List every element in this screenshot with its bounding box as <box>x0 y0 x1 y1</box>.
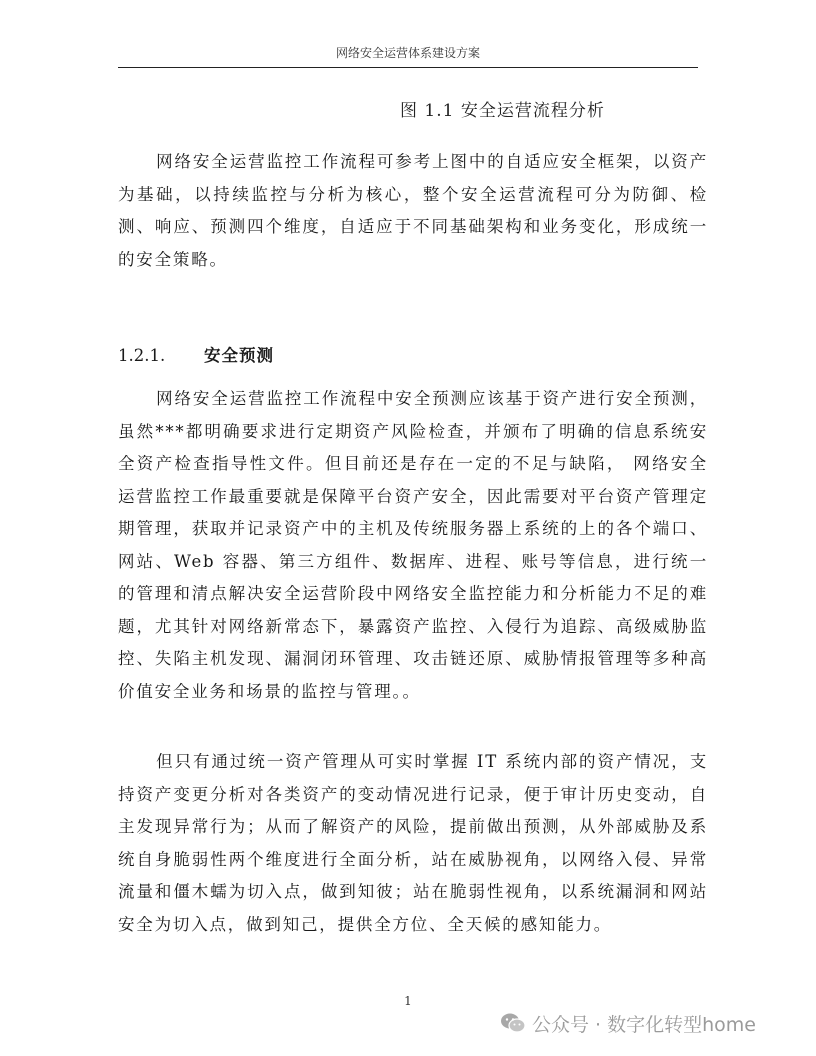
paragraph-adaptive-framework <box>118 146 708 276</box>
paragraph-security-prediction <box>118 383 708 708</box>
section-heading <box>118 342 274 366</box>
paragraph-text: 网络安全运营监控工作流程可参考上图中的自适应安全框架，以资产为基础，以持续监控与分析为核心，整个安全运营流程可分为防御、检测、响应、预测四个维度，自适应于不同基础架构和业务变化，形成统一的安全策略。 <box>118 152 708 269</box>
paragraph-text: 网络安全运营监控工作流程中安全预测应该基于资产进行安全预测，虽然***都明确要求进行定期资产风险检查，并颁布了明确的信息系统安全资产检查指导性文件。但目前还是存在一定的不足与缺陷， 网络安全运营监控工作最重要就是保障平台资产安全，因此需要对平台资产管理定期管理，获取并记录资产中的主机及传统服务器上系统的上的各个端口、网站、Web 容器、第三方组件、数据库、进程、账号等信息，进行统一的管理和清点解决安全运营阶段中网络安全监控能力和分析能力不足的难题，尤其针对网络新常态下，暴露资产监控、入侵行为追踪、高级威胁监控、失陷主机发现、漏洞闭环管理、攻击链还原、威胁情报管理等多种高价值安全业务和场景的监控与管理。。 <box>118 389 708 701</box>
watermark-text: 公众号 · 数字化转型home <box>532 1013 756 1036</box>
section-title: 安全预测 <box>204 346 274 365</box>
page-number: 1 <box>404 994 412 1008</box>
paragraph-asset-management <box>118 746 708 941</box>
watermark <box>500 1008 756 1038</box>
figure-caption: 图 1.1 安全运营流程分析 <box>400 101 605 121</box>
section-number: 1.2.1. <box>118 346 166 365</box>
page-header <box>118 44 698 68</box>
wechat-icon <box>500 1012 526 1034</box>
header-title: 网络安全运营体系建设方案 <box>335 46 480 60</box>
paragraph-text: 但只有通过统一资产管理从可实时掌握 IT 系统内部的资产情况，支持资产变更分析对各类资产的变动情况进行记录，便于审计历史变动，自主发现异常行为；从而了解资产的风险，提前做出预测，从外部威胁及系统自身脆弱性两个维度进行全面分析，站在威胁视角，以网络入侵、异常流量和僵木蠕为切入点，做到知彼；站在脆弱性视角，以系统漏洞和网站安全为切入点，做到知己，提供全方位、全天候的感知能力。 <box>118 752 708 934</box>
